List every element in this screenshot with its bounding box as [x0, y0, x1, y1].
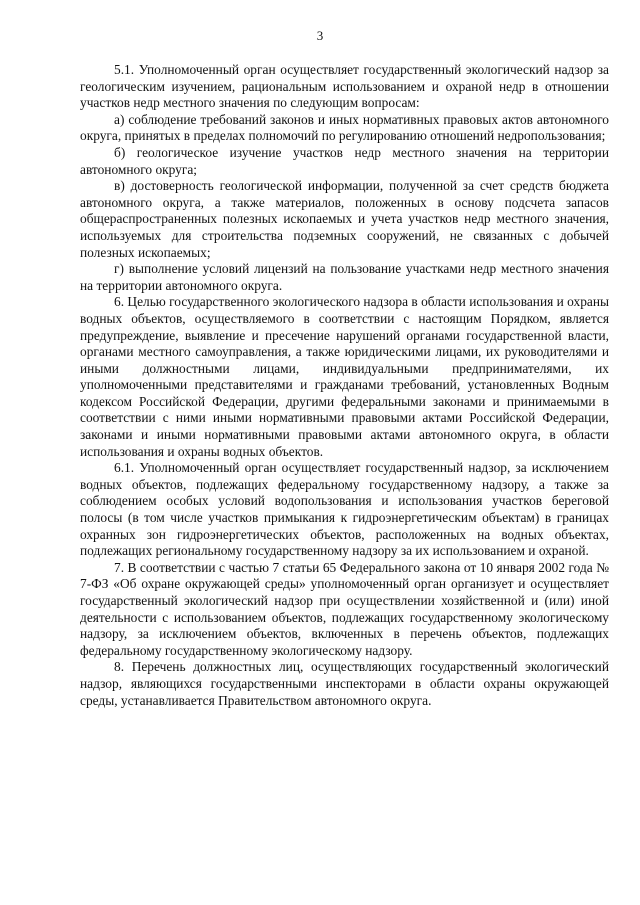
paragraph-5-1-v: в) достоверность геологической информации, полученной за счет средств бюджета автономного округа, а также материалов, положенных в основу подсчета запасов общераспространенных полезных ископаемых и учета участков недр местного значения, используемых для строительства подземных сооружений, не связанных с добычей полезных ископаемых; [80, 178, 609, 260]
paragraph-5-1-g: г) выполнение условий лицензий на пользование участками недр местного значения на территории автономного округа. [80, 261, 609, 293]
paragraph-7: 7. В соответствии с частью 7 статьи 65 Федерального закона от 10 января 2002 года № 7-ФЗ «Об охране окружающей среды» уполномоченный орган организует и осуществляет государственный экологический надзор при осуществлении хозяйственной и (или) иной деятельности с использованием объектов, подлежащих государственному экологическому надзору, за исключением объектов, включенных в перечень объектов, подлежащих федеральному государственному экологическому надзору. [80, 559, 609, 658]
paragraph-5-1-b: б) геологическое изучение участков недр местного значения на территории автономного округа; [80, 144, 609, 177]
paragraph-6-1: 6.1. Уполномоченный орган осуществляет государственный надзор, за исключением водных объектов, подлежащих федеральному государственному надзору, а также за соблюдением особых условий водопользования и использования участков береговой полосы (в том числе участков примыкания к гидроэнергетическим объектам) в границах охранных зон гидроэнергетических объектов, расположенных на водных объектах, подлежащих региональному государственному надзору за их использованием и охраной. [80, 460, 609, 559]
paragraph-6: 6. Целью государственного экологического надзора в области использования и охраны водных объектов, осуществляемого в соответствии с настоящим Порядком, является предупреждение, выявление и пресечение нарушений органами государственной власти, органами местного самоуправления, а также юридическими лицами, их руководителями и иными должностными лицами, индивидуальными предпринимателями, их уполномоченными представителями и гражданами требований, установленных Водным кодексом Российской Федерации, другими федеральными законами и принимаемыми в соответствии с ними иными нормативными правовыми актами Российской Федерации, законами и иными нормативными правовыми актами автономного округа, в области использования и охраны водных объектов. [80, 294, 609, 459]
document-body [80, 62, 609, 709]
page-number: 3 [316, 28, 324, 43]
paragraph-5-1: 5.1. Уполномоченный орган осуществляет государственный экологический надзор за геологическим изучением, рациональным использованием и охраной недр в отношении участков недр местного значения по следующим вопросам: [80, 62, 609, 111]
paragraph-5-1-a: а) соблюдение требований законов и иных нормативных правовых актов автономного округа, принятых в пределах полномочий по регулированию отношений недропользования; [80, 111, 609, 144]
paragraph-8: 8. Перечень должностных лиц, осуществляющих государственный экологический надзор, являющихся государственными инспекторами в области охраны окружающей среды, устанавливается Правительством автономного округа. [80, 659, 609, 708]
